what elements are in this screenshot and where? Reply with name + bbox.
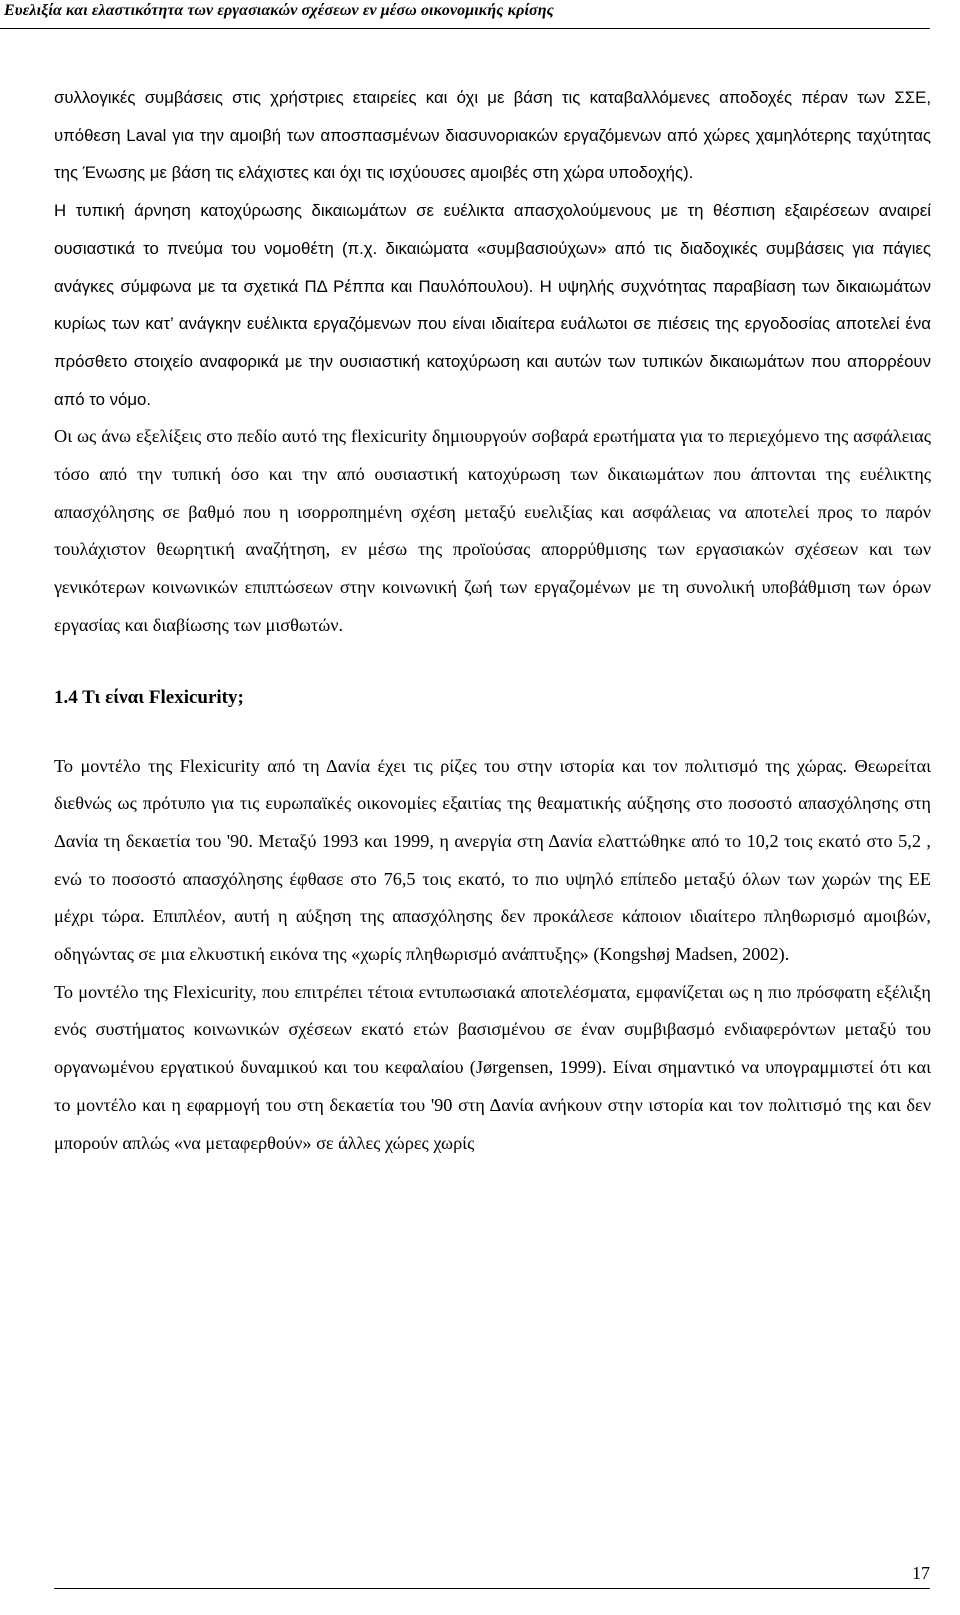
page-body [54, 79, 931, 1162]
body-paragraph: Το μοντέλο της Flexicurity, που επιτρέπει τέτοια εντυπωσιακά αποτελέσματα, εμφανίζεται ως η πιο πρόσφατη εξέλιξη ενός συστήματος κοινωνικών σχέσεων εκατό ετών βασισμένου σε έναν συμβιβασμό ενδιαφερόντων μεταξύ του οργανωμένου εργατικού δυναμικού και του κεφαλαίου (Jørgensen, 1999). Είναι σημαντικό να υπογραμμιστεί ότι και το μοντέλο και η εφαρμογή του στη δεκαετία του '90 στη Δανία ανήκουν στην ιστορία και τον πολιτισμό της και δεν μπορούν απλώς «να μεταφερθούν» σε άλλες χώρες χωρίς [54, 981, 931, 1153]
page-number: 17 [912, 1563, 930, 1583]
body-paragraph: Το μοντέλο της Flexicurity από τη Δανία έχει τις ρίζες του στην ιστορία και τον πολιτισμό της χώρας. Θεωρείται διεθνώς ως πρότυπο για τις ευρωπαϊκές οικονομίες εξαιτίας της θεαματικής αύξησης στο ποσοστό απασχόλησης στη Δανία τη δεκαετία του '90. Μεταξύ 1993 και 1999, η ανεργία στη Δανία ελαττώθηκε από το 10,2 τοις εκατό στο 5,2 , ενώ το ποσοστό απασχόλησης έφθασε στο 76,5 τοις εκατό, το πιο υψηλό επίπεδο μεταξύ όλων των χωρών της ΕΕ μέχρι τώρα. Επιπλέον, αυτή η αύξηση της απασχόλησης δεν προκάλεσε κάποιον ιδιαίτερο πληθωρισμό αμοιβών, οδηγώντας σε μια ελκυστική εικόνα της «χωρίς πληθωρισμό ανάπτυξης» (Kongshøj Madsen, 2002). [54, 755, 931, 965]
running-header-title: Ευελιξία και ελαστικότητα των εργασιακών σχέσεων εν μέσω οικονομικής κρίσης [4, 2, 554, 19]
section-heading: 1.4 Τι είναι Flexicurity; [54, 686, 244, 708]
body-paragraph: συλλογικές συμβάσεις στις χρήστριες εταιρείες και όχι με βάση τις καταβαλλόμενες αποδοχές πέραν των ΣΣΕ, υπόθεση Laval για την αμοιβή των αποσπασμένων διασυνοριακών εργαζόμενων από χώρες χαμηλότερης ταχύτητας της Ένωσης με βάση τις ελάχιστες και όχι τις ισχύουσες αμοιβές στη χώρα υποδοχής). [54, 88, 931, 183]
body-paragraph: Η τυπική άρνηση κατοχύρωσης δικαιωμάτων σε ευέλικτα απασχολούμενους με τη θέσπιση εξαιρέσεων αναιρεί ουσιαστικά το πνεύμα του νομοθέτη (π.χ. δικαιώματα «συμβασιούχων» από τις διαδοχικές συμβάσεις για πάγιες ανάγκες σύμφωνα με τα σχετικά ΠΔ Ρέππα και Παυλόπουλου). Η υψηλής συχνότητας παραβίαση των δικαιωμάτων κυρίως των κατ’ ανάγκην ευέλικτα εργαζόμενων που είναι ιδιαίτερα ευάλωτοι σε πιέσεις της εργοδοσίας αποτελεί ένα πρόσθετο στοιχείο αναφορικά με την ουσιαστική κατοχύρωση και αυτών των τυπικών δικαιωμάτων που απορρέουν από το νόμο. [54, 201, 931, 409]
footer-divider [54, 1588, 930, 1589]
body-paragraph: Οι ως άνω εξελίξεις στο πεδίο αυτό της flexicurity δημιουργούν σοβαρά ερωτήματα για το περιεχόμενο της ασφάλειας τόσο από την τυπική όσο και την από ουσιαστική κατοχύρωση των δικαιωμάτων που άπτονται της ευέλικτης απασχόλησης σε βαθμό που η ισορροπημένη σχέση μεταξύ ευελιξίας και ασφάλειας να αποτελεί προς το παρόν τουλάχιστον θεωρητική αναζήτηση, εν μέσω της προϊούσας απορρύθμισης των εργασιακών σχέσεων και των γενικότερων κοινωνικών επιπτώσεων στην κοινωνική ζωή των εργαζομένων με τη συνολική υποβάθμιση των όρων εργασίας και διαβίωσης των μισθωτών. [54, 426, 931, 635]
running-header [0, 0, 930, 29]
